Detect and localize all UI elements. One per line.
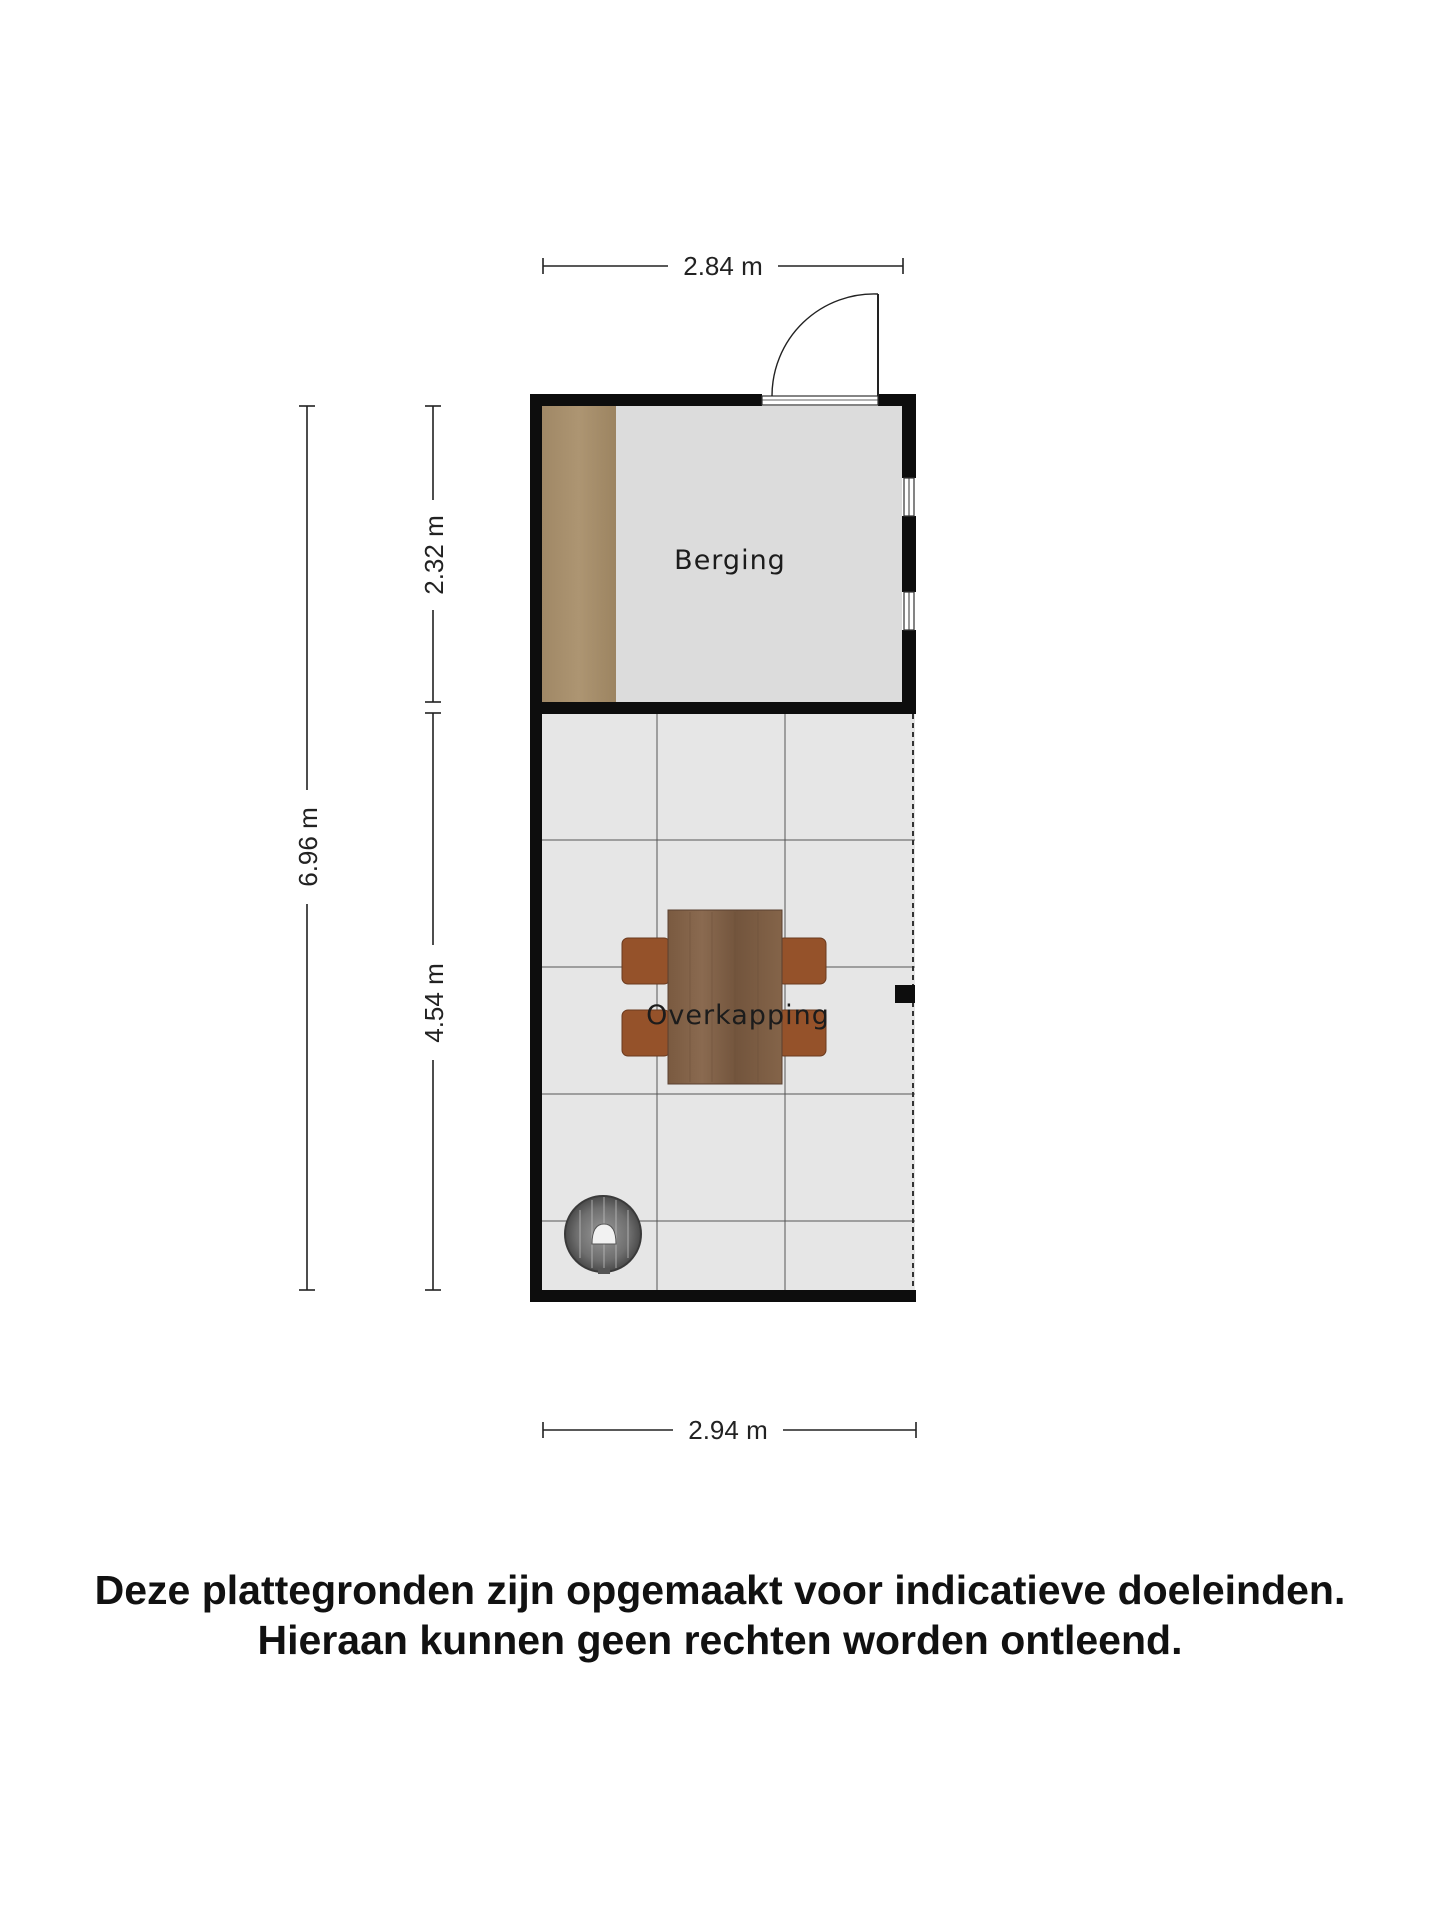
dimension-label-bottom: 2.94 m [688, 1415, 768, 1445]
dimension-total-height [293, 406, 323, 1290]
dimension-label-total: 6.96 m [293, 807, 323, 887]
table-icon [668, 910, 782, 1084]
dimension-label-berging: 2.32 m [419, 515, 449, 595]
disclaimer-line-1: Deze plattegronden zijn opgemaakt voor indicatieve doeleinden. [94, 1567, 1346, 1613]
dimension-bottom-width [543, 1415, 916, 1445]
dimension-berging-height [419, 406, 449, 702]
barbecue-icon [565, 1196, 641, 1274]
room-label-berging: Berging [674, 545, 786, 576]
dimension-overkapping-height [419, 713, 449, 1290]
disclaimer-line-2: Hieraan kunnen geen rechten worden ontleend. [257, 1617, 1183, 1663]
dimension-label-overkapping: 4.54 m [419, 963, 449, 1043]
room-label-overkapping: Overkapping [646, 1000, 830, 1031]
workbench [542, 406, 616, 702]
dimension-top-width [543, 251, 903, 281]
disclaimer [0, 1565, 1440, 1665]
dimension-label-top: 2.84 m [683, 251, 763, 281]
door-swing-icon [762, 294, 878, 405]
